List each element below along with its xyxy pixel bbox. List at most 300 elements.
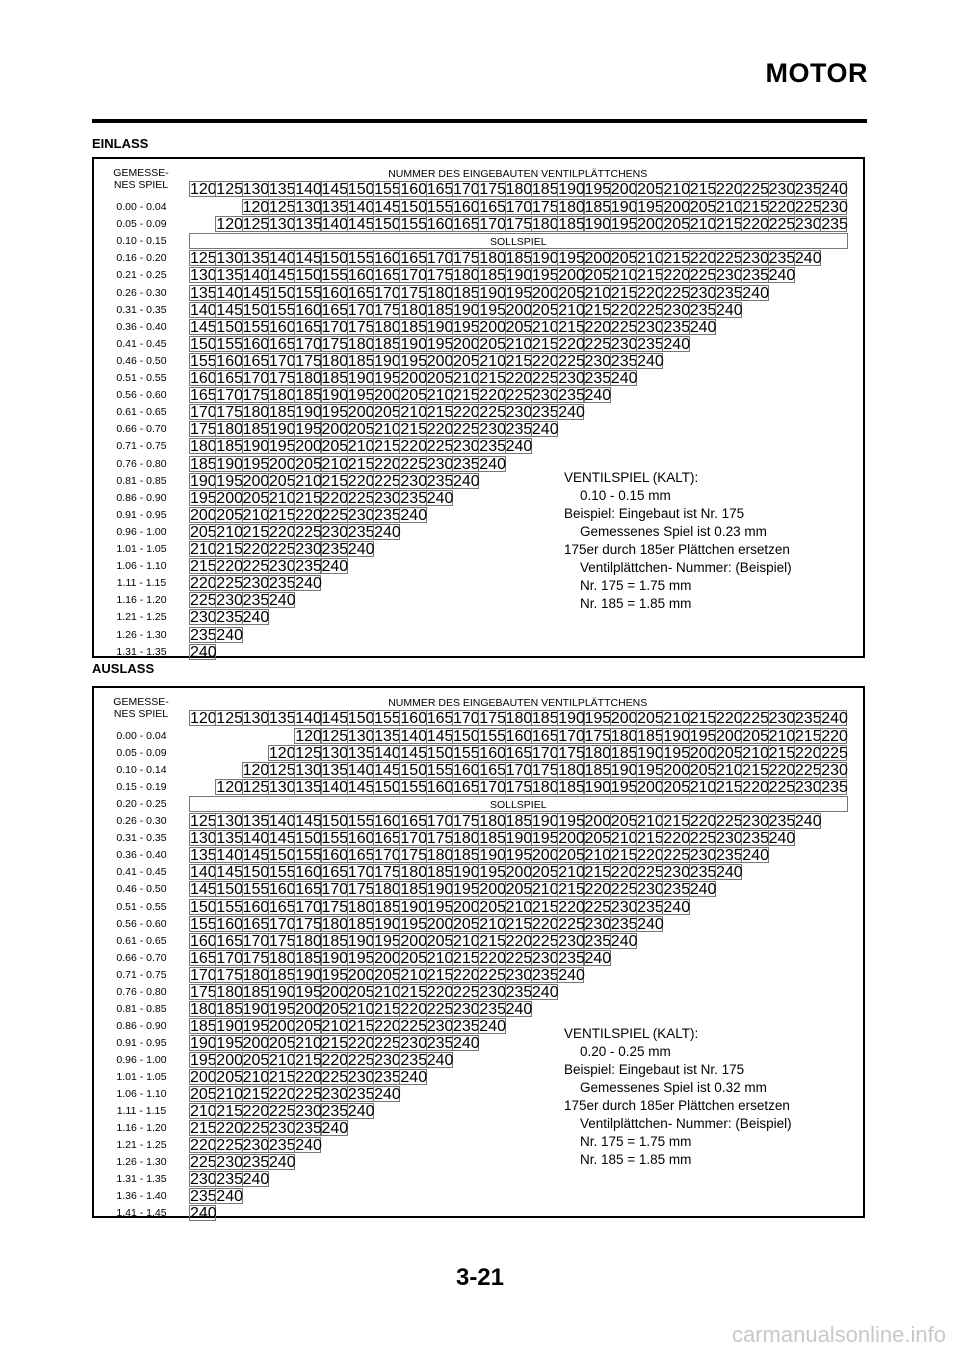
exhaust-row-label: 1.01 - 1.05 (116, 1071, 167, 1083)
intake-column-header: 140 (295, 181, 322, 198)
intake-shim-cell: 155 (295, 284, 322, 302)
intake-shim-cell: 215 (347, 455, 375, 473)
intake-shim-cell: 225 (479, 404, 506, 422)
exhaust-row-label: 0.15 - 0.19 (116, 781, 167, 794)
exhaust-shim-cell: 125 (268, 762, 296, 780)
exhaust-shim-cell: 150 (242, 864, 270, 882)
intake-shim-cell: 165 (453, 216, 480, 234)
exhaust-row-label: 1.06 - 1.10 (116, 1088, 167, 1101)
header-rule (92, 119, 867, 123)
exhaust-shim-cell: 165 (347, 847, 375, 865)
intake-soll-row: SOLLSPIEL (189, 233, 848, 249)
intake-column-header: 190 (558, 181, 585, 198)
intake-shim-cell: 220 (742, 216, 769, 234)
exhaust-note-line6: Ventilplättchen- Nummer: (Beispiel) (580, 1116, 792, 1131)
exhaust-shim-cell: 225 (637, 864, 664, 882)
exhaust-note (564, 1025, 792, 1169)
exhaust-shim-cell: 225 (821, 745, 848, 763)
intake-note-line1: VENTILSPIEL (KALT): (564, 470, 699, 485)
exhaust-shim-cell: 205 (321, 1000, 349, 1018)
exhaust-row-label: 0.41 - 0.45 (116, 866, 167, 879)
intake-shim-cell: 195 (190, 489, 217, 507)
exhaust-shim-cell: 130 (295, 762, 322, 780)
exhaust-shim-cell: 240 (794, 813, 822, 831)
exhaust-shim-cell: 215 (505, 915, 533, 933)
intake-shim-cell: 140 (268, 250, 296, 268)
exhaust-shim-cell: 240 (479, 1017, 506, 1035)
intake-shim-cell: 200 (453, 335, 480, 353)
intake-shim-cell: 165 (400, 250, 428, 268)
intake-shim-cell: 220 (374, 455, 401, 473)
exhaust-shim-cell: 230 (216, 1154, 243, 1172)
exhaust-shim-cell: 240 (716, 864, 743, 882)
exhaust-shim-cell: 120 (242, 762, 270, 780)
intake-shim-cell: 180 (479, 250, 506, 268)
exhaust-shim-number-header: NUMMER DES EINGEBAUTEN VENTILPLÄTTCHENS (388, 697, 648, 709)
intake-shim-cell: 205 (295, 455, 322, 473)
intake-shim-cell: 235 (216, 609, 243, 627)
exhaust-shim-cell: 170 (374, 847, 401, 865)
exhaust-shim-cell: 215 (558, 881, 585, 899)
exhaust-row-label: 0.56 - 0.60 (116, 917, 167, 930)
intake-shim-cell: 180 (242, 404, 270, 422)
exhaust-shim-cell: 200 (190, 1069, 217, 1086)
exhaust-shim-cell: 160 (268, 881, 296, 899)
intake-shim-cell: 200 (347, 404, 375, 422)
intake-column-header: 205 (637, 181, 664, 198)
intake-column-header: 160 (400, 181, 428, 198)
intake-shim-cell: 200 (321, 421, 349, 439)
intake-shim-cell: 200 (190, 506, 217, 524)
intake-shim-cell: 240 (689, 318, 717, 336)
intake-shim-cell: 175 (531, 199, 559, 216)
intake-shim-cell: 160 (216, 352, 243, 370)
exhaust-column-header: 170 (453, 710, 480, 727)
exhaust-shim-cell: 215 (242, 1086, 270, 1104)
exhaust-shim-cell: 230 (295, 1103, 322, 1121)
exhaust-column-header: 175 (479, 710, 506, 727)
intake-shim-cell: 155 (426, 199, 454, 216)
exhaust-shim-cell: 225 (242, 1120, 270, 1138)
exhaust-shim-cell: 240 (216, 1188, 243, 1206)
exhaust-soll-row: SOLLSPIEL (189, 796, 848, 812)
exhaust-shim-cell: 195 (610, 779, 638, 797)
intake-shim-cell: 210 (453, 370, 480, 387)
exhaust-shim-cell: 235 (716, 847, 743, 865)
exhaust-shim-cell: 210 (768, 728, 796, 745)
exhaust-shim-cell: 210 (479, 915, 506, 933)
exhaust-shim-cell: 145 (347, 779, 375, 797)
intake-shim-cell: 190 (453, 301, 480, 319)
exhaust-shim-cell: 210 (295, 1034, 322, 1052)
exhaust-shim-cell: 190 (400, 898, 428, 916)
intake-shim-cell: 150 (268, 284, 296, 302)
exhaust-shim-cell: 150 (400, 762, 428, 780)
exhaust-shim-cell: 205 (453, 915, 480, 933)
exhaust-shim-cell: 240 (689, 881, 717, 899)
intake-shim-cell: 195 (531, 267, 559, 285)
exhaust-shim-cell: 225 (347, 1051, 375, 1069)
intake-shim-cell: 195 (558, 250, 585, 268)
intake-shim-cell: 190 (242, 438, 270, 456)
exhaust-soll-row-label: 0.20 - 0.25 (116, 798, 167, 811)
exhaust-shim-cell: 190 (584, 779, 612, 797)
intake-shim-cell: 180 (453, 267, 480, 285)
intake-shim-cell: 195 (453, 318, 480, 336)
exhaust-shim-cell: 220 (268, 1086, 296, 1104)
intake-row-label: 0.31 - 0.35 (116, 303, 167, 316)
intake-shim-cell: 220 (453, 404, 480, 422)
exhaust-shim-cell: 205 (190, 1086, 217, 1104)
intake-shim-cell: 195 (242, 455, 270, 473)
exhaust-column-header: 130 (242, 710, 270, 727)
intake-column-header: 130 (242, 181, 270, 198)
exhaust-shim-cell: 200 (453, 898, 480, 916)
intake-shim-cell: 215 (716, 216, 743, 234)
intake-row-label: 0.26 - 0.30 (116, 286, 167, 299)
intake-shim-cell: 175 (453, 250, 480, 268)
exhaust-shim-cell: 170 (531, 745, 559, 763)
intake-shim-cell: 210 (242, 506, 270, 524)
exhaust-shim-cell: 225 (295, 1086, 322, 1104)
exhaust-shim-cell: 210 (742, 745, 769, 763)
intake-shim-cell: 215 (663, 250, 691, 268)
exhaust-shim-cell: 195 (479, 864, 506, 882)
intake-shim-cell: 220 (347, 472, 375, 490)
exhaust-shim-cell: 195 (505, 847, 533, 865)
exhaust-shim-cell: 190 (479, 847, 506, 865)
intake-shim-cell: 200 (374, 387, 401, 405)
exhaust-column-header: 145 (321, 710, 349, 727)
intake-shim-cell: 220 (242, 541, 270, 558)
exhaust-shim-cell: 240 (558, 966, 585, 984)
exhaust-shim-cell: 220 (453, 966, 480, 984)
intake-shim-cell: 190 (295, 404, 322, 422)
exhaust-column-header: 160 (400, 710, 428, 727)
exhaust-shim-cell: 200 (558, 830, 585, 848)
intake-shim-cell: 190 (505, 267, 533, 285)
exhaust-column-header: 150 (347, 710, 375, 727)
intake-shim-cell: 220 (637, 284, 664, 302)
intake-shim-cell: 205 (400, 387, 428, 405)
intake-shim-cell: 185 (242, 421, 270, 439)
intake-shim-cell: 215 (295, 489, 322, 507)
exhaust-shim-cell: 180 (531, 779, 559, 797)
exhaust-shim-cell: 235 (558, 949, 585, 967)
exhaust-shim-cell: 195 (663, 745, 691, 763)
intake-row-label: 0.36 - 0.40 (116, 320, 167, 333)
intake-shim-cell: 195 (637, 199, 664, 216)
exhaust-shim-cell: 170 (479, 779, 506, 797)
exhaust-shim-cell: 200 (584, 813, 612, 831)
exhaust-shim-cell: 240 (637, 915, 664, 933)
intake-shim-cell: 220 (505, 370, 533, 387)
exhaust-shim-cell: 215 (321, 1034, 349, 1052)
intake-shim-cell: 230 (584, 352, 612, 370)
exhaust-column-header: 180 (505, 710, 533, 727)
exhaust-shim-cell: 190 (663, 728, 691, 745)
intake-shim-cell: 205 (374, 404, 401, 422)
exhaust-shim-cell: 215 (479, 932, 506, 950)
intake-shim-cell: 145 (216, 301, 243, 319)
exhaust-shim-cell: 170 (268, 915, 296, 933)
exhaust-row-label: 1.41 - 1.45 (116, 1207, 167, 1220)
exhaust-shim-cell: 175 (321, 898, 349, 916)
exhaust-shim-cell: 225 (505, 949, 533, 967)
intake-row-label: 0.91 - 0.95 (116, 508, 167, 521)
exhaust-shim-cell: 225 (716, 813, 743, 831)
intake-shim-cell: 235 (821, 216, 848, 234)
intake-shim-cell: 200 (268, 455, 296, 473)
intake-shim-cell: 215 (426, 404, 454, 422)
exhaust-shim-cell: 240 (531, 983, 559, 1001)
exhaust-shim-cell: 185 (295, 949, 322, 967)
exhaust-shim-cell: 225 (321, 1069, 349, 1086)
exhaust-shim-cell: 210 (716, 762, 743, 780)
intake-column-header: 155 (374, 181, 401, 198)
exhaust-shim-cell: 160 (190, 932, 217, 950)
intake-shim-cell: 200 (663, 199, 691, 216)
intake-shim-cell: 215 (610, 284, 638, 302)
exhaust-shim-cell: 145 (374, 762, 401, 780)
exhaust-shim-cell: 155 (321, 830, 349, 848)
intake-shim-cell: 205 (216, 506, 243, 524)
exhaust-shim-cell: 120 (216, 779, 243, 797)
exhaust-row-label: 0.05 - 0.09 (116, 747, 167, 760)
intake-shim-cell: 170 (190, 404, 217, 422)
exhaust-shim-cell: 230 (347, 1069, 375, 1086)
exhaust-shim-cell: 155 (216, 898, 243, 916)
exhaust-shim-cell: 140 (400, 728, 428, 745)
exhaust-shim-cell: 175 (584, 728, 612, 745)
intake-shim-cell: 135 (190, 284, 217, 302)
intake-shim-cell: 180 (558, 199, 585, 216)
intake-shim-cell: 235 (637, 335, 664, 353)
intake-shim-cell: 130 (268, 216, 296, 234)
exhaust-shim-cell: 190 (426, 881, 454, 899)
intake-shim-cell: 195 (347, 387, 375, 405)
exhaust-shim-cell: 185 (610, 745, 638, 763)
intake-shim-cell: 170 (216, 387, 243, 405)
exhaust-shim-cell: 185 (321, 932, 349, 950)
exhaust-shim-cell: 195 (426, 898, 454, 916)
exhaust-note-line2: 0.20 - 0.25 mm (580, 1044, 671, 1059)
intake-shim-cell: 180 (190, 438, 217, 456)
intake-shim-cell: 185 (190, 455, 217, 473)
exhaust-shim-cell: 185 (637, 728, 664, 745)
exhaust-shim-cell: 190 (374, 915, 401, 933)
exhaust-shim-cell: 210 (216, 1086, 243, 1104)
intake-row-label: 1.11 - 1.15 (116, 577, 167, 590)
intake-shim-cell: 210 (374, 421, 401, 439)
exhaust-shim-cell: 230 (242, 1137, 270, 1155)
exhaust-row-label: 0.71 - 0.75 (116, 968, 167, 981)
exhaust-shim-cell: 155 (400, 779, 428, 797)
intake-shim-cell: 230 (216, 592, 243, 610)
exhaust-shim-cell: 145 (400, 745, 428, 763)
intake-shim-cell: 135 (321, 199, 349, 216)
intake-shim-cell: 220 (400, 438, 428, 456)
intake-shim-cell: 190 (190, 472, 217, 490)
exhaust-shim-cell: 165 (242, 915, 270, 933)
exhaust-shim-cell: 205 (742, 728, 769, 745)
exhaust-shim-cell: 180 (347, 898, 375, 916)
exhaust-shim-cell: 140 (347, 762, 375, 780)
exhaust-row-label: 0.10 - 0.14 (116, 764, 167, 777)
exhaust-shim-cell: 240 (663, 898, 691, 916)
exhaust-shim-cell: 235 (663, 881, 691, 899)
intake-row-label: 1.16 - 1.20 (116, 594, 167, 607)
intake-shim-cell: 220 (689, 250, 717, 268)
exhaust-shim-cell: 185 (505, 813, 533, 831)
exhaust-shim-cell: 220 (190, 1137, 217, 1155)
intake-shim-cell: 170 (426, 250, 454, 268)
exhaust-shim-cell: 240 (295, 1137, 322, 1155)
exhaust-shim-cell: 225 (531, 932, 559, 950)
exhaust-shim-cell: 225 (794, 762, 822, 780)
exhaust-shim-cell: 235 (584, 932, 612, 950)
intake-shim-cell: 210 (610, 267, 638, 285)
intake-shim-cell: 240 (321, 558, 349, 576)
exhaust-shim-cell: 165 (268, 898, 296, 916)
intake-column-header: 185 (531, 181, 559, 198)
exhaust-shim-cell: 180 (268, 949, 296, 967)
exhaust-shim-cell: 190 (295, 966, 322, 984)
exhaust-shim-cell: 165 (216, 932, 243, 950)
intake-row-label: 1.01 - 1.05 (116, 543, 167, 555)
exhaust-shim-cell: 150 (190, 898, 217, 916)
intake-shim-cell: 205 (531, 301, 559, 319)
intake-shim-cell: 240 (663, 335, 691, 353)
exhaust-shim-cell: 185 (400, 881, 428, 899)
exhaust-shim-cell: 135 (242, 813, 270, 831)
exhaust-shim-cell: 200 (321, 983, 349, 1001)
intake-shim-cell: 140 (190, 301, 217, 319)
exhaust-shim-cell: 215 (374, 1000, 401, 1018)
exhaust-shim-cell: 170 (347, 864, 375, 882)
intake-shim-cell: 155 (216, 335, 243, 353)
exhaust-shim-cell: 240 (242, 1171, 270, 1189)
intake-shim-cell: 220 (768, 199, 796, 216)
intake-shim-cell: 165 (268, 335, 296, 353)
intake-shim-cell: 235 (768, 250, 796, 268)
exhaust-shim-cell: 150 (268, 847, 296, 865)
intake-shim-cell: 155 (242, 318, 270, 336)
exhaust-shim-cell: 200 (347, 966, 375, 984)
exhaust-shim-cell: 175 (242, 949, 270, 967)
intake-shim-cell: 240 (558, 404, 585, 422)
exhaust-shim-cell: 210 (426, 949, 454, 967)
intake-shim-cell: 230 (794, 216, 822, 234)
exhaust-row-label: 0.66 - 0.70 (116, 951, 167, 964)
intake-shim-cell: 185 (374, 335, 401, 353)
intake-shim-cell: 210 (190, 541, 217, 558)
intake-shim-cell: 165 (190, 387, 217, 405)
intake-shim-cell: 235 (663, 318, 691, 336)
intake-shim-cell: 215 (742, 199, 769, 216)
intake-shim-cell: 140 (242, 267, 270, 285)
intake-shim-cell: 145 (374, 199, 401, 216)
exhaust-shim-cell: 135 (295, 779, 322, 797)
intake-shim-cell: 175 (268, 370, 296, 387)
intake-shim-cell: 135 (242, 250, 270, 268)
page-title: MOTOR (765, 58, 868, 88)
intake-shim-cell: 225 (558, 352, 585, 370)
intake-shim-cell: 170 (347, 301, 375, 319)
exhaust-shim-cell: 215 (584, 864, 612, 882)
exhaust-shim-cell: 230 (610, 898, 638, 916)
intake-shim-cell: 130 (190, 267, 217, 285)
intake-note-line7: Nr. 175 = 1.75 mm (580, 578, 692, 593)
intake-shim-cell: 175 (321, 335, 349, 353)
intake-shim-cell: 170 (400, 267, 428, 285)
intake-shim-cell: 180 (400, 301, 428, 319)
intake-shim-cell: 205 (321, 438, 349, 456)
intake-shim-cell: 165 (242, 352, 270, 370)
exhaust-shim-cell: 235 (637, 898, 664, 916)
intake-shim-cell: 220 (558, 335, 585, 353)
intake-shim-cell: 120 (216, 216, 243, 234)
intake-shim-cell: 230 (190, 609, 217, 627)
intake-shim-cell: 225 (531, 370, 559, 387)
exhaust-shim-cell: 150 (216, 881, 243, 899)
exhaust-shim-cell: 205 (400, 949, 428, 967)
intake-row-label: 0.41 - 0.45 (116, 337, 167, 350)
intake-shim-cell: 220 (190, 575, 217, 593)
exhaust-shim-cell: 235 (374, 1069, 401, 1086)
intake-shim-cell: 175 (400, 284, 428, 302)
exhaust-shim-cell: 160 (453, 762, 480, 780)
exhaust-shim-cell: 230 (505, 966, 533, 984)
exhaust-shim-cell: 190 (242, 1000, 270, 1018)
exhaust-shim-cell: 185 (584, 762, 612, 780)
intake-shim-cell: 185 (347, 352, 375, 370)
exhaust-shim-cell: 230 (689, 847, 717, 865)
exhaust-shim-cell: 240 (400, 1069, 428, 1086)
intake-shim-cell: 210 (216, 523, 243, 541)
intake-shim-cell: 225 (190, 592, 217, 610)
intake-shim-cell: 200 (505, 301, 533, 319)
intake-shim-cell: 150 (190, 335, 217, 353)
exhaust-note-line8: Nr. 185 = 1.85 mm (580, 1152, 692, 1167)
exhaust-shim-cell: 210 (610, 830, 638, 848)
intake-shim-cell: 145 (268, 267, 296, 285)
exhaust-shim-cell: 185 (242, 983, 270, 1001)
exhaust-shim-cell: 240 (268, 1154, 296, 1172)
exhaust-shim-cell: 185 (479, 830, 506, 848)
exhaust-shim-cell: 160 (479, 745, 506, 763)
intake-shim-cell: 220 (426, 421, 454, 439)
intake-shim-cell: 120 (242, 199, 270, 216)
intake-section-label: EINLASS (92, 136, 149, 151)
intake-shim-cell: 125 (190, 250, 217, 268)
intake-shim-cell: 145 (190, 318, 217, 336)
exhaust-shim-cell: 195 (295, 983, 322, 1001)
intake-shim-cell: 200 (242, 472, 270, 490)
exhaust-shim-cell: 165 (479, 762, 506, 780)
exhaust-shim-cell: 180 (584, 745, 612, 763)
exhaust-shim-cell: 240 (505, 1000, 533, 1018)
exhaust-shim-cell: 240 (426, 1051, 454, 1069)
exhaust-shim-cell: 225 (610, 881, 638, 899)
intake-shim-cell: 235 (558, 387, 585, 405)
exhaust-shim-cell: 200 (400, 932, 428, 950)
exhaust-shim-cell: 175 (190, 983, 217, 1001)
intake-shim-cell: 160 (190, 370, 217, 387)
exhaust-shim-cell: 120 (268, 745, 296, 763)
intake-row-label: 0.00 - 0.04 (116, 201, 167, 213)
exhaust-shim-cell: 125 (242, 779, 270, 797)
